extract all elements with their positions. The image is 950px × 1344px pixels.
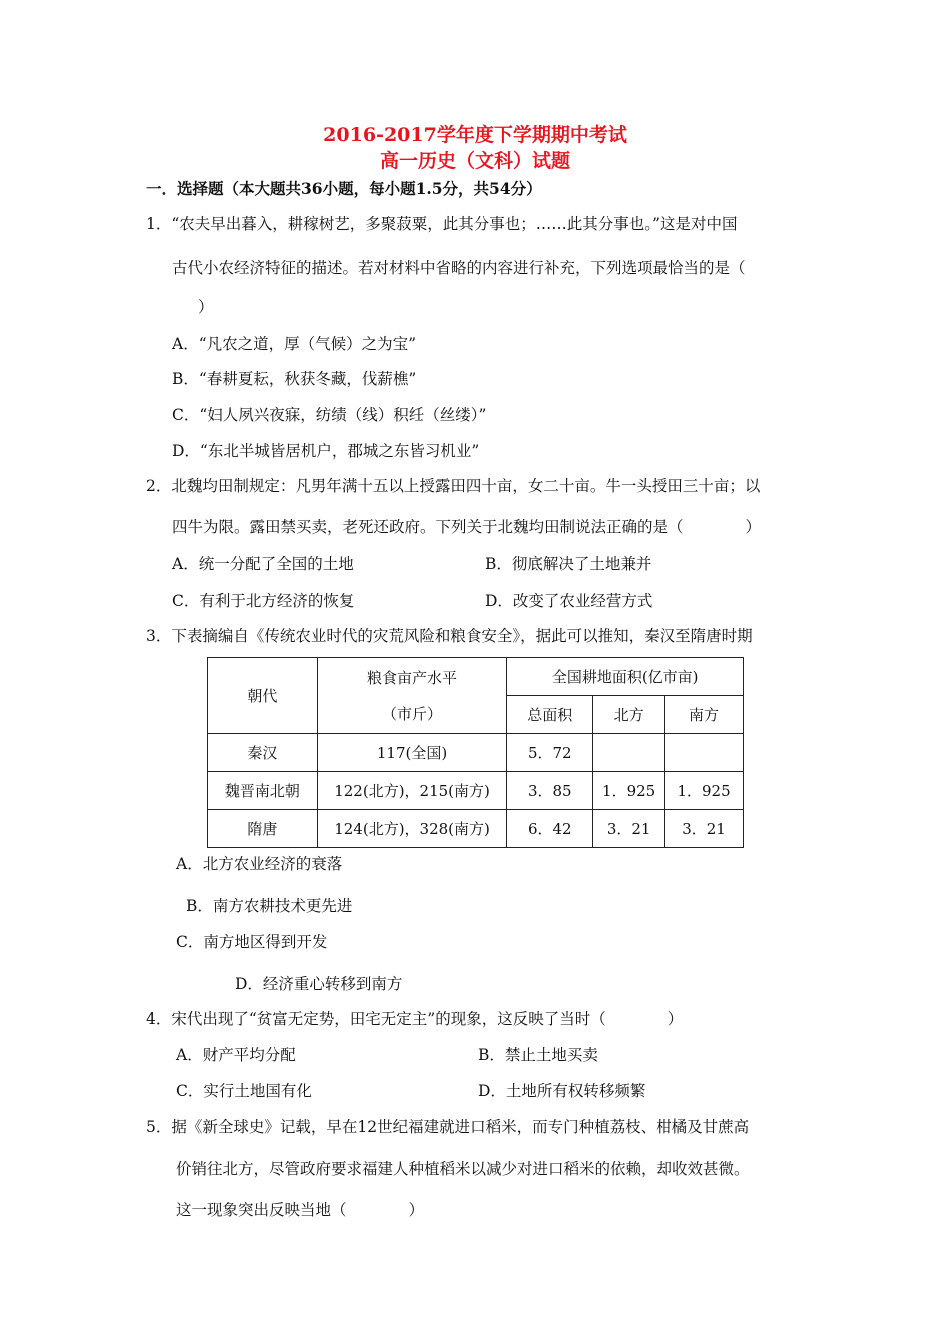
q4-option-b: B．禁止土地买卖	[478, 1046, 598, 1064]
q4-option-a: A．财产平均分配	[176, 1046, 296, 1064]
cell-south: 3．21	[665, 810, 744, 848]
q4-stem-line1: 4．宋代出现了“贫富无定势，田宅无定主”的现象，这反映了当时（ ）	[146, 1010, 684, 1028]
q5-stem-line1: 5．据《新全球史》记载，早在12世纪福建就进口稻米，而专门种植荔枝、柑橘及甘蔗高	[146, 1118, 750, 1136]
q1-option-c: C．“妇人夙兴夜寐，纺绩（线）积纴（丝缕）”	[172, 406, 487, 424]
table-row	[208, 810, 744, 848]
q1-stem-line1: 1．“农夫早出暮入，耕稼树艺，多聚菽粟，此其分事也；……此其分事也。”这是对中国	[146, 215, 738, 233]
q1-stem-line2: 古代小农经济特征的描述。若对材料中省略的内容进行补充，下列选项最恰当的是（	[172, 259, 746, 277]
cell-north: 1．925	[593, 772, 665, 810]
q4-option-d: D．土地所有权转移频繁	[478, 1082, 646, 1100]
q2-option-d: D．改变了农业经营方式	[485, 592, 653, 610]
table-row	[208, 734, 744, 772]
header-dynasty: 朝代	[208, 658, 318, 734]
q1-stem-line3: ）	[198, 298, 214, 316]
q5-stem-line3: 这一现象突出反映当地（ ）	[176, 1201, 425, 1219]
q2-option-b: B．彻底解决了土地兼并	[485, 555, 652, 573]
header-area: 全国耕地面积(亿市亩)	[507, 658, 744, 696]
q5-stem-line2: 价销往北方，尽管政府要求福建人种植稻米以减少对进口稻米的依赖，却收效甚微。	[176, 1160, 750, 1178]
q3-option-a: A．北方农业经济的衰落	[176, 855, 343, 873]
q2-stem-line2: 四牛为限。露田禁买卖，老死还政府。下列关于北魏均田制说法正确的是（ ）	[172, 518, 762, 536]
header-yield	[317, 658, 507, 734]
q1-option-a: A．“凡农之道，厚（气候）之为宝”	[172, 335, 417, 353]
cell-north: 3．21	[593, 810, 665, 848]
q3-stem-line1: 3．下表摘编自《传统农业时代的灾荒风险和粮食安全》，据此可以推知，秦汉至隋唐时期	[146, 627, 753, 645]
cell-dynasty: 魏晋南北朝	[208, 772, 318, 810]
cell-dynasty: 隋唐	[208, 810, 318, 848]
cell-south: 1．925	[665, 772, 744, 810]
section-heading: 一．选择题（本大题共36小题，每小题1.5分，共54分）	[146, 179, 542, 198]
page-subtitle: 高一历史（文科）试题	[379, 150, 570, 172]
table-row	[208, 772, 744, 810]
q3-option-d: D．经济重心转移到南方	[235, 975, 403, 993]
cell-south	[665, 734, 744, 772]
q3-option-b: B．南方农耕技术更先进	[186, 897, 353, 915]
q4-option-c: C．实行土地国有化	[176, 1082, 312, 1100]
header-yield-unit: （市斤）	[382, 704, 443, 723]
q3-option-c: C．南方地区得到开发	[176, 933, 328, 951]
cell-yield: 117(全国)	[317, 734, 507, 772]
cell-total: 6．42	[507, 810, 593, 848]
cell-total: 5．72	[507, 734, 593, 772]
q2-option-c: C．有利于北方经济的恢复	[172, 592, 355, 610]
q1-option-b: B．“春耕夏耘，秋获冬藏，伐薪樵”	[172, 370, 417, 388]
q2-option-a: A．统一分配了全国的土地	[172, 555, 354, 573]
data-table	[207, 657, 744, 848]
cell-dynasty: 秦汉	[208, 734, 318, 772]
cell-north	[593, 734, 665, 772]
header-yield-label: 粮食亩产水平	[367, 668, 458, 687]
cell-yield: 124(北方)，328(南方)	[317, 810, 507, 848]
header-south: 南方	[665, 696, 744, 734]
page-title: 2016-2017学年度下学期期中考试	[323, 124, 627, 146]
q2-stem-line1: 2．北魏均田制规定：凡男年满十五以上授露田四十亩，女二十亩。牛一头授田三十亩；以	[146, 477, 761, 495]
cell-yield: 122(北方)，215(南方)	[317, 772, 507, 810]
cell-total: 3．85	[507, 772, 593, 810]
header-north: 北方	[593, 696, 665, 734]
header-total: 总面积	[507, 696, 593, 734]
q1-option-d: D．“东北半城皆居机户，郡城之东皆习机业”	[172, 442, 480, 460]
